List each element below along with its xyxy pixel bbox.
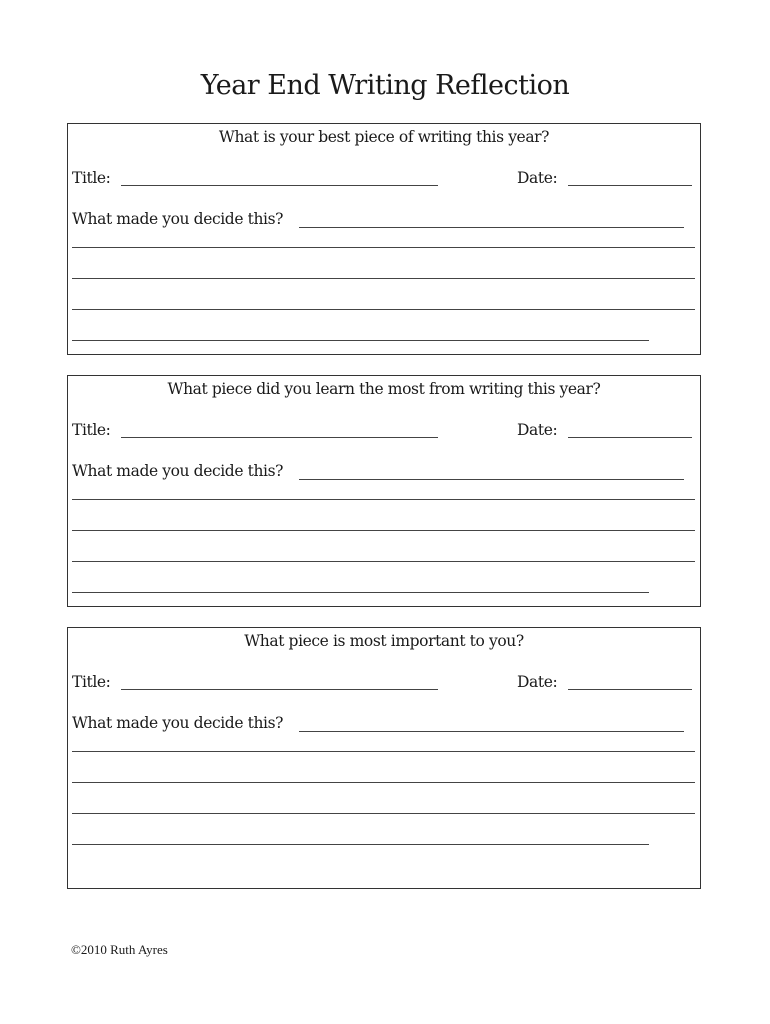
answer-line[interactable] xyxy=(72,561,695,562)
title-label: Title: xyxy=(72,421,111,439)
title-label: Title: xyxy=(72,169,111,187)
date-blank[interactable] xyxy=(568,185,692,186)
answer-line[interactable] xyxy=(72,278,695,279)
date-label: Date: xyxy=(517,421,558,439)
reason-label: What made you decide this? xyxy=(72,714,284,732)
answer-line[interactable] xyxy=(72,782,695,783)
answer-line[interactable] xyxy=(72,309,695,310)
date-label: Date: xyxy=(517,673,558,691)
answer-line[interactable] xyxy=(72,844,649,845)
reflection-section-most-important xyxy=(67,627,701,889)
answer-line[interactable] xyxy=(72,499,695,500)
section-question: What is your best piece of writing this year? xyxy=(218,128,550,146)
answer-line[interactable] xyxy=(72,247,695,248)
date-blank[interactable] xyxy=(568,437,692,438)
section-question: What piece did you learn the most from writing this year? xyxy=(167,380,601,398)
date-label: Date: xyxy=(517,169,558,187)
answer-line[interactable] xyxy=(72,813,695,814)
answer-line[interactable] xyxy=(72,530,695,531)
answer-line[interactable] xyxy=(72,751,695,752)
title-label: Title: xyxy=(72,673,111,691)
answer-line[interactable] xyxy=(72,340,649,341)
reason-label: What made you decide this? xyxy=(72,210,284,228)
section-question: What piece is most important to you? xyxy=(244,632,524,650)
reason-blank[interactable] xyxy=(299,227,684,228)
date-blank[interactable] xyxy=(568,689,692,690)
title-blank[interactable] xyxy=(121,689,438,690)
reason-blank[interactable] xyxy=(299,479,684,480)
reason-blank[interactable] xyxy=(299,731,684,732)
reason-label: What made you decide this? xyxy=(72,462,284,480)
answer-line[interactable] xyxy=(72,592,649,593)
title-blank[interactable] xyxy=(121,437,438,438)
reflection-section-learned-most xyxy=(67,375,701,607)
reflection-section-best-piece xyxy=(67,123,701,355)
title-blank[interactable] xyxy=(121,185,438,186)
copyright-footer: ©2010 Ruth Ayres xyxy=(71,942,168,957)
page-title: Year End Writing Reflection xyxy=(200,70,570,101)
